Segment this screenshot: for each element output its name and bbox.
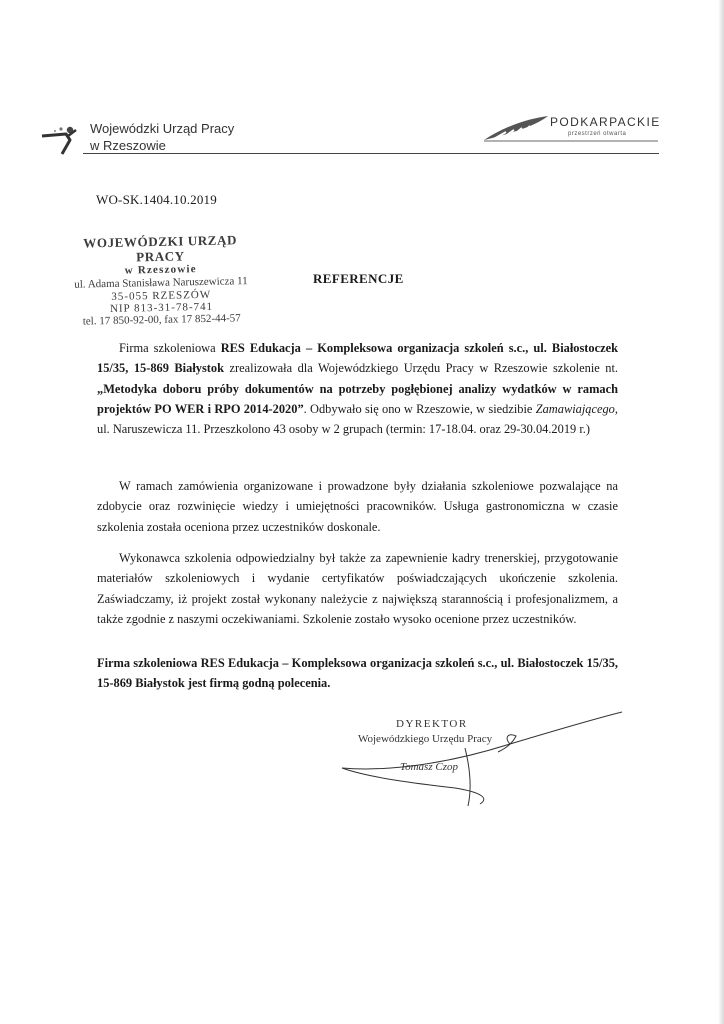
signature-name: Tomasz Czop [400, 761, 458, 773]
p1-text-3: . Odbywało się ono w Rzeszowie, w siedzibie [303, 401, 536, 416]
scan-page-edge [718, 0, 724, 1024]
paragraph-4-recommendation: Firma szkoleniowa RES Edukacja – Kompleksowa organizacja szkoleń s.c., ul. Białostoczek 15/35, 15-869 Białystok jest firmą godną polecenia. [97, 656, 618, 691]
wup-logo-icon [40, 118, 84, 162]
stamp-postal: 35-055 RZESZÓW [111, 288, 212, 303]
p1-company: RES Edukacja – Kompleksowa organizacja szkoleń s.c., ul. Białostoczek 15/35, 15-869 Białystok [97, 341, 619, 376]
stamp-title: WOJEWÓDZKI URZĄD PRACY [83, 232, 238, 265]
office-stamp [60, 232, 262, 329]
header-org-line1: Wojewódzki Urząd Pracy [90, 121, 235, 136]
stamp-phone: tel. 17 850-92-00, fax 17 852-44-57 [82, 312, 241, 328]
paragraph-2: W ramach zamówienia organizowane i prowadzone były działania szkoleniowe pozwalające na zdobycie oraz rozwinięcie wiedzy i umiejętności pracowników. Usługa gastronomiczna w czasie szkolenia została oceniona przez uczestników doskonale. [97, 479, 618, 534]
paragraph-3: Wykonawca szkolenia odpowiedzialny był także za zapewnienie kadry trenerskiej, przygotowanie materiałów szkoleniowych i wydanie certyfikatów poświadczających ukończenie szkolenia. Zaświadczamy, iż projekt został wykonany należycie z największą starannością i profesjonalizmem, a także zgodnie z naszymi oczekiwaniami. Szkolenie zostało wysoko ocenione przez uczestników. [97, 551, 618, 626]
brand-name: PODKARPACKIE [550, 115, 661, 129]
document-title: REFERENCJE [313, 271, 404, 286]
reference-number: WO-SK.1404.10.2019 [96, 192, 217, 207]
stamp-city: w Rzeszowie [124, 263, 197, 277]
p1-text-1: Firma szkoleniowa [119, 341, 221, 355]
stamp-street: ul. Adama Stanisława Naruszewicza 11 [74, 275, 248, 291]
brand-tagline: przestrzeń otwarta [568, 131, 627, 137]
p1-text-2: zrealizowała dla Wojewódzkiego Urzędu Pracy w Rzeszowie szkolenie nt. [224, 361, 618, 376]
handwritten-signature [330, 708, 630, 808]
stamp-nip: NIP 813-31-78-741 [109, 300, 214, 315]
signature-title: DYREKTOR [396, 718, 468, 730]
p1-text-4: , ul. Naruszewicza 11. Przeszkolono 43 osoby w 2 grupach (termin: 17-18.04. oraz 29-30.04.2019 r.) [97, 401, 618, 437]
header-org-name [90, 120, 234, 154]
paragraph-1 [97, 338, 618, 439]
header-divider [83, 153, 659, 154]
signature-office: Wojewódzkiego Urzędu Pracy [358, 733, 493, 745]
p1-client: Zamawiającego [535, 401, 615, 416]
header-org-line2: w Rzeszowie [90, 138, 166, 153]
p1-training-title: „Metodyka doboru próby dokumentów na potrzeby pogłębionej analizy wydatków w ramach projektów PO WER i RPO 2014-2020” [97, 381, 618, 416]
